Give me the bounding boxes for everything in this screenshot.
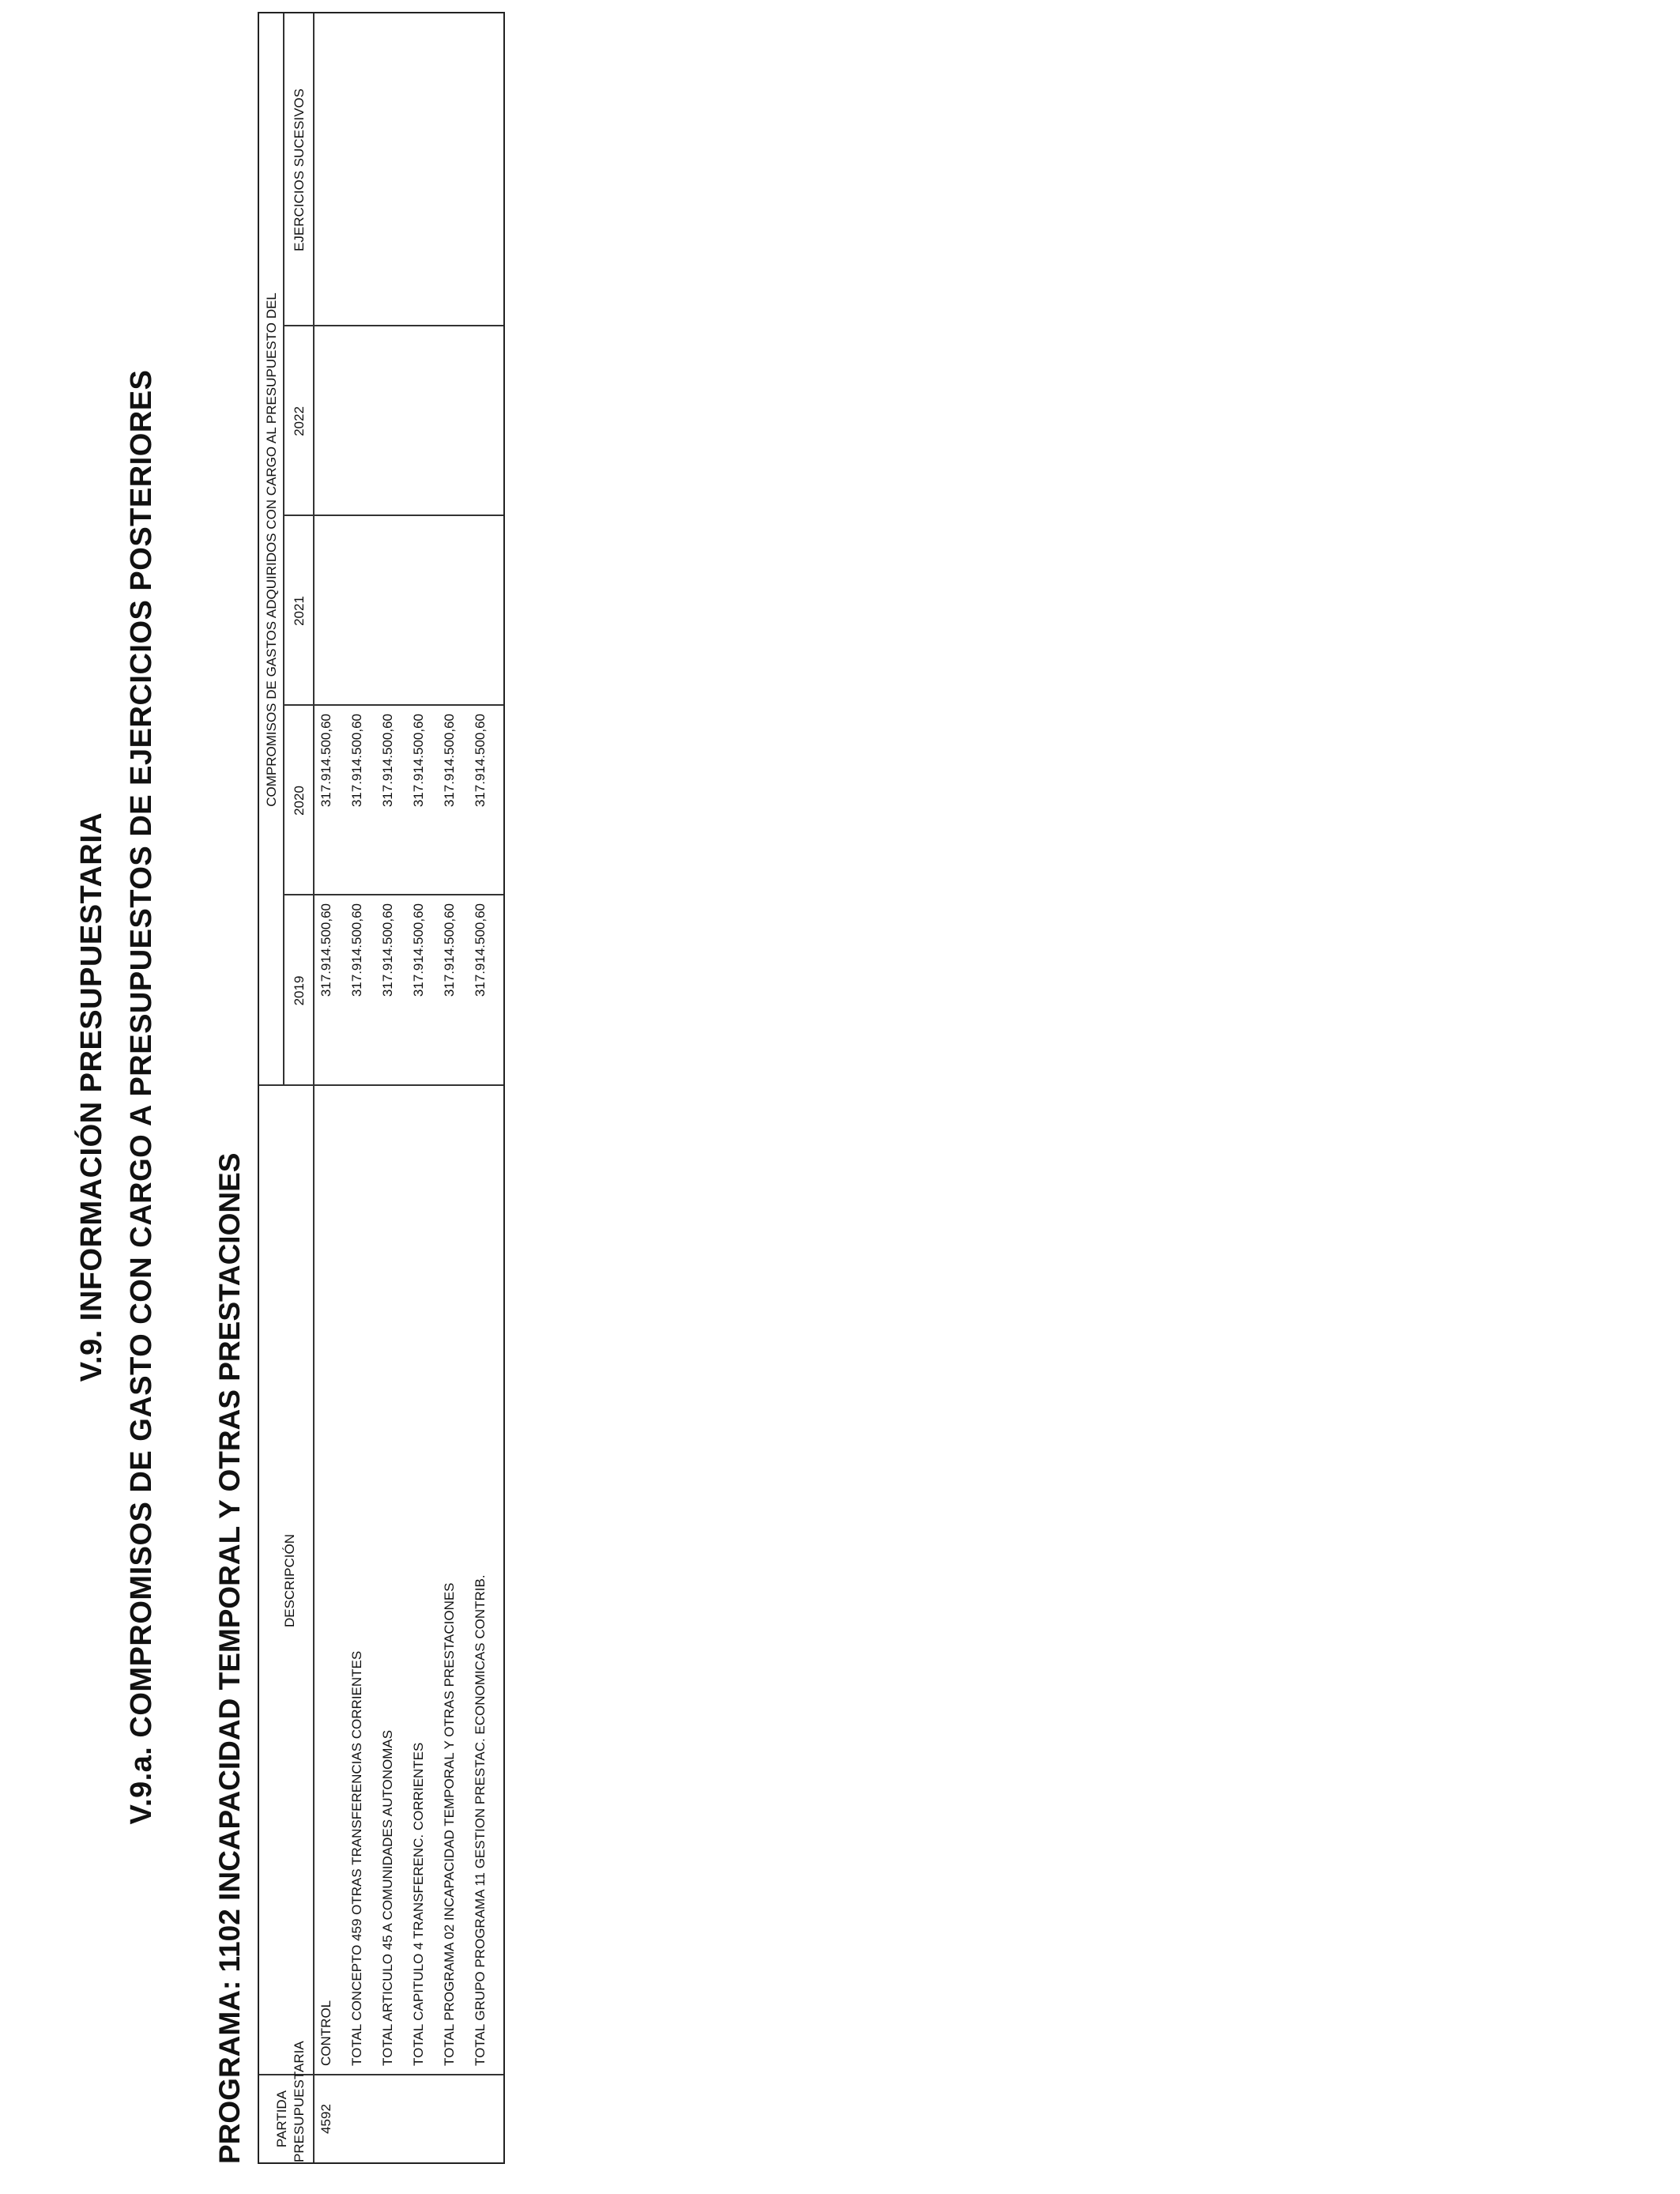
row-descripcion: TOTAL ARTICULO 45 A COMUNIDADES AUTONOMAS (380, 1729, 395, 2066)
row-value-2019: 317.914.500,60 (318, 903, 333, 997)
row-descripcion: CONTROL (318, 2000, 333, 2066)
row-descripcion: TOTAL PROGRAMA 02 INCAPACIDAD TEMPORAL Y OTRAS PRESTACIONES (442, 1582, 457, 2066)
row-value-2019: 317.914.500,60 (380, 903, 395, 997)
column-divider (283, 326, 503, 327)
row-descripcion: TOTAL CONCEPTO 459 OTRAS TRANSFERENCIAS CORRIENTES (349, 1650, 364, 2066)
row-value-2019: 317.914.500,60 (411, 903, 426, 997)
page-subtitle: V.9.a. COMPROMISOS DE GASTO CON CARGO A PRESUPUESTOS DE EJERCICIOS POSTERIORES (125, 369, 158, 1825)
row-value-2019: 317.914.500,60 (349, 903, 364, 997)
row-value-2020: 317.914.500,60 (318, 714, 333, 808)
row-descripcion: TOTAL CAPITULO 4 TRANSFERENC. CORRIENTES (411, 1742, 426, 2066)
row-value-2019: 317.914.500,60 (442, 903, 457, 997)
row-value-2019: 317.914.500,60 (473, 903, 488, 997)
row-value-2020: 317.914.500,60 (411, 714, 426, 808)
header-partida-line1: PARTIDA (274, 2090, 289, 2148)
commitments-table (258, 12, 505, 2164)
program-heading: PROGRAMA: 1102 INCAPACIDAD TEMPORAL Y OTRAS PRESTACIONES (213, 1152, 246, 2164)
row-value-2020: 317.914.500,60 (442, 714, 457, 808)
row-value-2020: 317.914.500,60 (349, 714, 364, 808)
header-year-2022: 2022 (292, 406, 307, 436)
row-value-2020: 317.914.500,60 (380, 714, 395, 808)
header-divider (283, 13, 284, 1086)
header-year-2020: 2020 (292, 786, 307, 816)
row-descripcion: TOTAL GRUPO PROGRAMA 11 GESTION PRESTAC. ECONOMICAS CONTRIB. (473, 1574, 488, 2066)
header-partida-line2: PRESUPUESTARIA (292, 2041, 307, 2162)
row-partida: 4592 (318, 2104, 333, 2134)
row-value-2020: 317.914.500,60 (473, 714, 488, 808)
header-divider (313, 13, 315, 2162)
page-title: V.9. INFORMACIÓN PRESUPUESTARIA (75, 812, 108, 1382)
header-compromisos: COMPROMISOS DE GASTOS ADQUIRIDOS CON CARGO AL PRESUPUESTO DEL (264, 292, 279, 807)
column-divider (283, 515, 503, 517)
column-divider (283, 705, 503, 707)
header-year-2019: 2019 (292, 975, 307, 1006)
header-ejercicios-sucesivos: EJERCICIOS SUCESIVOS (292, 89, 307, 251)
header-year-2021: 2021 (292, 596, 307, 626)
header-descripcion: DESCRIPCIÓN (282, 1533, 297, 1628)
